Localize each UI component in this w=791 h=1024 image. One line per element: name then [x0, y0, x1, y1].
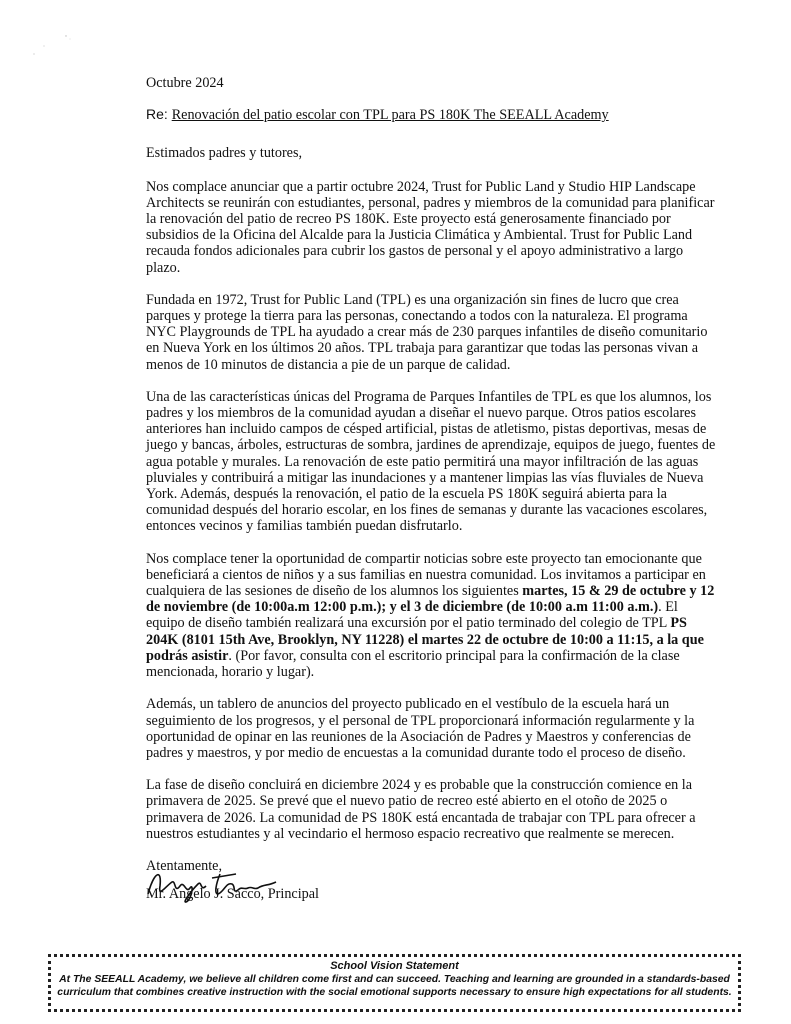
paragraph-intro: Nos complace anunciar que a partir octubre 2024, Trust for Public Land y Studio HIP Landscape Architects se reunirán con estudiantes, personal, padres y miembros de la comunidad para planificar la renovación del patio de recreo PS 180K. Este proyecto está generosamente financiado por subsidios de la Oficina del Alcalde para la Justicia Climática y Ambiental. Trust for Public Land recauda fondos adicionales para cubrir los gastos de personal y el apoyo administrativo a largo plazo.: [146, 178, 715, 276]
paragraph-sessions: [146, 551, 718, 681]
paragraph-timeline: La fase de diseño concluirá en diciembre 2024 y es probable que la construcción comience en la primavera de 2025. Se prevé que el nuevo patio de recreo esté abierto en el otoño de 2025 o primavera de 2026. La comunidad de PS 180K está encantada de trabajar con TPL para ofrecer a nuestros estudiantes y al vecindario el hermoso espacio recreativo que realmente se merecen.: [146, 777, 696, 842]
vision-title: School Vision Statement: [330, 960, 459, 972]
paragraph-tpl: Fundada en 1972, Trust for Public Land (TPL) es una organización sin fines de lucro que crea parques y protege la tierra para las personas, conectando a todos con la naturaleza. El programa NYC Playgrounds de TPL ha ayudado a crear más de 230 parques infantiles de diseño comunitario en Nueva York en los últimos 20 años. TPL trabaja para garantizar que todas las personas vivan a menos de 10 minutos de distancia a pie de un parque de calidad.: [146, 291, 708, 373]
paragraph-updates: Además, un tablero de anuncios del proyecto publicado en el vestíbulo de la escuela hará un seguimiento de los progresos, y el personal de TPL proporcionará información regularmente y la oportunidad de opinar en las reuniones de la Asociación de Padres y Maestros y conferencias de padres y maestros, y por medio de encuestas a la comunidad durante todo el proceso de diseño.: [146, 696, 695, 761]
subject-line: [146, 106, 718, 123]
sessions-text-1: Nos complace tener la oportunidad de compartir noticias sobre este proyecto tan emocionante que beneficiará a cientos de niños y a sus familias en nuestra comunidad. Los invitamos a participar en cualquiera de las sesiones de diseño de los alumnos los siguientes: [146, 550, 706, 600]
sessions-dates: martes, 15 & 29 de octubre y 12 de noviembre (de 10:00a.m 12:00 p.m.); y el 3 de diciembre (de 10:00 a.m 11:00 a.m.): [146, 583, 715, 616]
signer-name: Mr. Angelo J. Sacco, Principal: [146, 885, 319, 902]
closing-text: Atentamente,: [146, 857, 223, 874]
paragraph-features: Una de las características únicas del Programa de Parques Infantiles de TPL es que los alumnos, los padres y los miembros de la comunidad ayudan a diseñar el nuevo parque. Otros patios escolares anteriores han incluido campos de césped artificial, pistas de atletismo, pistas deportivas, mesas de juego y bancas, árboles, estructuras de sombra, jardines de aprendizaje, equipos de juego, fuentes de agua potable y murales. La renovación de este patio permitirá una mayor infiltración de las aguas pluviales y contribuirá a mitigar las inundaciones y a mantener limpias las vías fluviales de Nueva York. Además, después la renovación, el patio de la escuela PS 180K seguirá abierta para la comunidad después del horario escolar, en los fines de semanas y durante las vacaciones escolares, entonces vecinos y familias también puedan disfrutarlo.: [146, 388, 716, 535]
sessions-text-2: . El equipo de diseño también realizará una excursión por el patio terminado del colegio de TPL: [146, 599, 678, 632]
letter-date: Octubre 2024: [146, 75, 224, 91]
letter-body: [146, 75, 718, 918]
re-label: Re:: [146, 106, 168, 123]
tour-details: PS 204K (8101 15th Ave, Brooklyn, NY 11228) el martes 22 de octubre de 10:00 a 11:15, a la que podrás asistir: [146, 615, 704, 664]
closing-block: [146, 858, 718, 918]
vision-body: At The SEEALL Academy, we believe all children come first and can succeed. Teaching and learning are grounded in a standards-based curriculum that combines creative instruction with the social emotional supports necessary to ensure high expectations for all students.: [57, 974, 732, 998]
sessions-text-3: . (Por favor, consulta con el escritorio principal para la confirmación de la clase mencionada, horario y lugar).: [146, 647, 680, 681]
greeting: Estimados padres y tutores,: [146, 145, 303, 162]
vision-statement-box: [48, 954, 741, 1012]
scan-specks: [30, 30, 80, 60]
re-subject: Renovación del patio escolar con TPL para PS 180K The SEEALL Academy: [171, 107, 609, 124]
